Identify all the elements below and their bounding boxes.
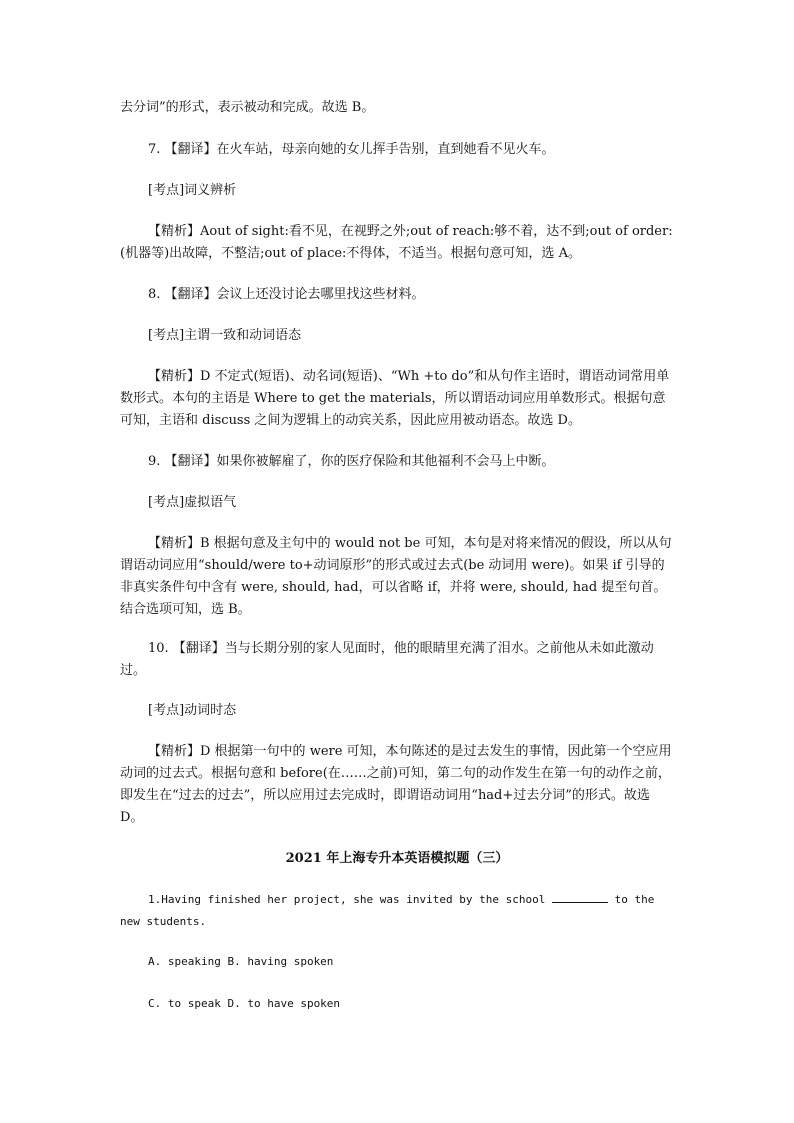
q10-translation: 10. 【翻译】当与长期分别的家人见面时，他的眼睛里充满了泪水。之前他从未如此激动过。 — [120, 641, 654, 678]
q9-analysis: 【精析】B 根据句意及主句中的 would not be 可知，本句是对将来情况的假设，所以从句谓语动词应用“should/were to+动词原形”的形式或过去式(be 动词用 were)。如果 if 引导的非真实条件句中含有 were, should, had，可以省略 if，并将 were, should, had 提至句首。结合选项可知，选 B。 — [120, 536, 672, 617]
q9-translation: 9. 【翻译】如果你被解雇了，你的医疗保险和其他福利不会马上中断。 — [148, 454, 555, 469]
q7-analysis: 【精析】Aout of sight:看不见，在视野之外;out of reach:够不着，达不到;out of order: (机器等)出故障，不整洁;out of place:不得体，不适当。根据句意可知，选 A。 — [120, 224, 673, 261]
q7-point: [考点]词义辨析 — [148, 183, 237, 198]
q7-translation: 7. 【翻译】在火车站，母亲向她的女儿挥手告别，直到她看不见火车。 — [148, 142, 555, 157]
q8-analysis: 【精析】D 不定式(短语)、动名词(短语)、“Wh +to do”和从句作主语时，谓语动词常用单数形式。本句的主语是 Where to get the materials，所以谓语动词应用单数形式。根据句意可知，主语和 discuss 之间为逻辑上的动宾关系，因此应用被动语态。故选 D。 — [120, 369, 670, 428]
q9-point: [考点]虚拟语气 — [148, 495, 237, 510]
question-1-stem — [120, 889, 675, 933]
section-title: 2021 年上海专升本英语模拟题（三） — [285, 851, 509, 866]
answer-blank — [552, 890, 608, 903]
question-1-stem-after: to the new students. — [120, 893, 655, 928]
question-1-stem-before: 1.Having finished her project, she was invited by the school — [148, 893, 546, 906]
q8-point: [考点]主谓一致和动词语态 — [148, 328, 302, 343]
question-1-options-ab: A. speaking B. having spoken — [148, 955, 334, 968]
paragraph-continuation: 去分词”的形式，表示被动和完成。故选 B。 — [120, 100, 375, 115]
question-1-options-cd: C. to speak D. to have spoken — [148, 997, 341, 1010]
q8-translation: 8. 【翻译】会议上还没讨论去哪里找这些材料。 — [148, 287, 425, 302]
q10-point: [考点]动词时态 — [148, 703, 237, 718]
q10-analysis: 【精析】D 根据第一句中的 were 可知，本句陈述的是过去发生的事情，因此第一个空应用动词的过去式。根据句意和 before(在……之前)可知，第二句的动作发生在第一句的动作之前，即发生在“过去的过去”，所以应用过去完成时，即谓语动词用“had+过去分词”的形式。故选 D。 — [120, 744, 672, 825]
